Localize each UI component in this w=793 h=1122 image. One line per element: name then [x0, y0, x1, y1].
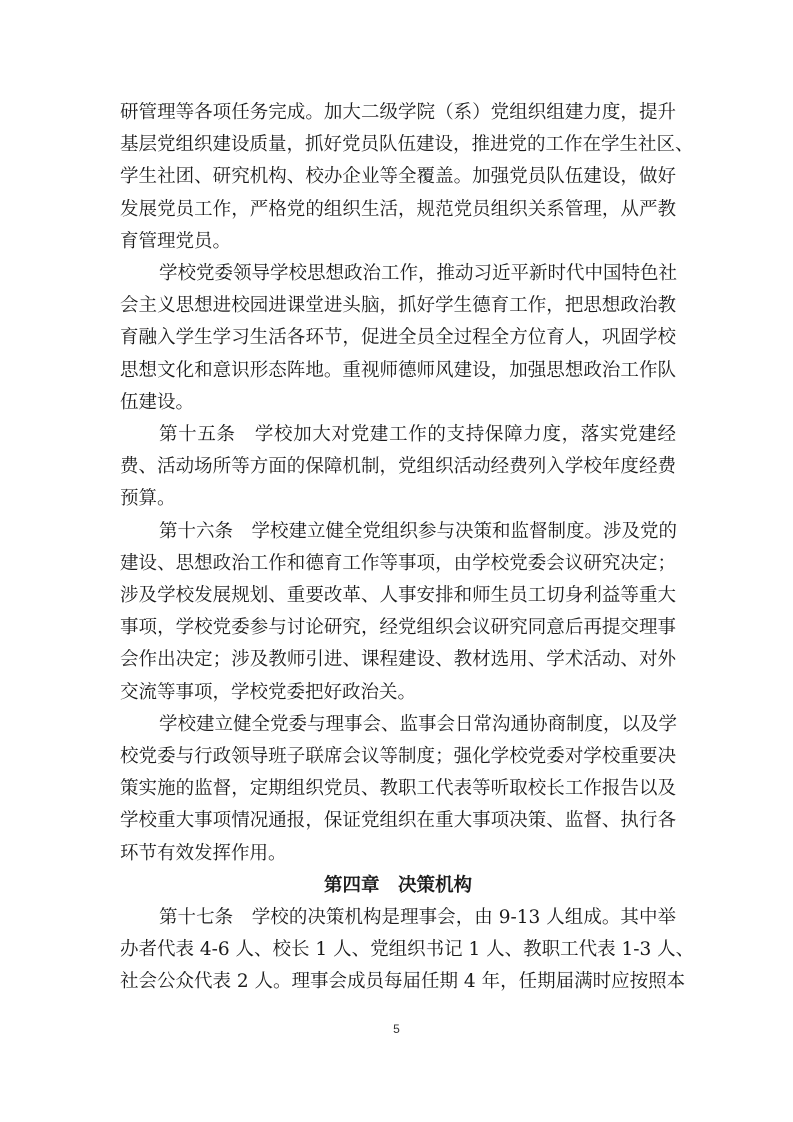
text-line: 事项，学校党委参与讨论研究，经党组织会议研究同意后再提交理事: [120, 617, 676, 639]
text-line: 社会公众代表 2 人。理事会成员每届任期 4 年，任期届满时应按照本: [120, 971, 686, 993]
text-line: 学校重大事项情况通报，保证党组织在重大事项决策、监督、执行各: [120, 810, 676, 832]
text-line: 费、活动场所等方面的保障机制，党组织活动经费列入学校年度经费: [120, 456, 676, 478]
text-line: 研管理等各项任务完成。加大二级学院（系）党组织组建力度，提升: [120, 102, 676, 123]
text-line: 学生社团、研究机构、校办企业等全覆盖。加强党员队伍建设，做好: [120, 166, 676, 188]
article-16-first-line: 第十六条 学校建立健全党组织参与决策和监督制度。涉及党的: [159, 520, 678, 542]
text-line: 环节有效发挥作用。: [120, 842, 287, 864]
text-line: 策实施的监督，定期组织党员、教职工代表等听取校长工作报告以及: [120, 778, 676, 800]
text-line: 育管理党员。: [120, 230, 232, 252]
text-line: 会作出决定；涉及教师引进、课程建设、教材选用、学术活动、对外: [120, 649, 676, 671]
text-line: 育融入学生学习生活各环节，促进全员全过程全方位育人，巩固学校: [120, 327, 676, 349]
text-line: 预算。: [120, 488, 176, 510]
article-15-first-line: 第十五条 学校加大对党建工作的支持保障力度，落实党建经: [159, 424, 676, 445]
text-line: 交流等事项，学校党委把好政治关。: [120, 681, 417, 703]
paragraph-first-line: 学校党委领导学校思想政治工作，推动习近平新时代中国特色社: [159, 263, 678, 284]
text-line: 发展党员工作，严格党的组织生活，规范党员组织关系管理，从严教: [120, 198, 676, 220]
text-line: 校党委与行政领导班子联席会议等制度；强化学校党委对学校重要决: [120, 746, 676, 767]
text-line: 基层党组织建设质量，抓好党员队伍建设，推进党的工作在学生社区、: [120, 134, 694, 156]
text-line: 伍建设。: [120, 391, 195, 413]
text-line: 会主义思想进校园进课堂进头脑，抓好学生德育工作，把思想政治教: [120, 295, 676, 317]
article-17-first-line: 第十七条 学校的决策机构是理事会，由 9-13 人组成。其中举: [159, 907, 676, 928]
text-line: 涉及学校发展规划、重要改革、人事安排和师生员工切身利益等重大: [120, 585, 676, 606]
chapter-heading: 第四章 决策机构: [323, 874, 472, 896]
text-line: 建设、思想政治工作和德育工作等事项，由学校党委会议研究决定；: [120, 552, 676, 574]
text-line: 思想文化和意识形态阵地。重视师德师风建设，加强思想政治工作队: [120, 359, 676, 381]
paragraph-first-line: 学校建立健全党委与理事会、监事会日常沟通协商制度，以及学: [159, 713, 678, 735]
page-number: 5: [393, 1022, 400, 1036]
text-line: 办者代表 4-6 人、校长 1 人、党组织书记 1 人、教职工代表 1-3 人、: [120, 939, 695, 961]
